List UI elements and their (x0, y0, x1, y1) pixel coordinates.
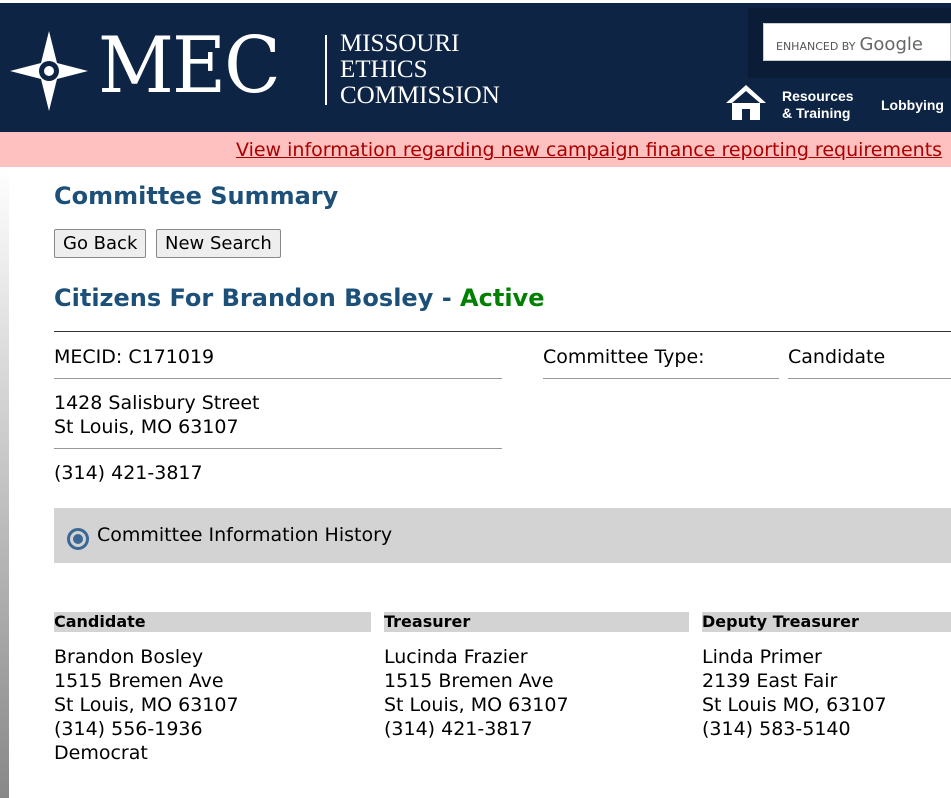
party: Democrat (54, 742, 148, 764)
logo-line: MISSOURI (340, 30, 460, 57)
street: 2139 East Fair (702, 670, 838, 692)
divider (54, 378, 502, 379)
divider (54, 448, 502, 449)
street: 1515 Bremen Ave (384, 670, 554, 692)
candidate-info (54, 645, 239, 765)
divider (788, 378, 951, 379)
city: St Louis, MO 63107 (384, 694, 569, 716)
page-title: Committee Summary (54, 182, 339, 210)
address-line-1: 1428 Salisbury Street (54, 392, 260, 414)
nav-lobbying[interactable]: Lobbying (881, 97, 944, 113)
address-line-2: St Louis, MO 63107 (54, 416, 239, 438)
logo-divider (325, 35, 327, 105)
name: Brandon Bosley (54, 646, 204, 668)
mecid: MECID: C171019 (54, 346, 215, 368)
window-edge (0, 167, 9, 798)
committee-name: Citizens For Brandon Bosley (54, 284, 434, 312)
phone: (314) 421-3817 (384, 718, 533, 740)
logo-line: COMMISSION (340, 82, 500, 109)
home-icon[interactable] (724, 83, 768, 121)
nav-resources-training[interactable] (782, 88, 854, 122)
site-header (0, 0, 951, 132)
street: 1515 Bremen Ave (54, 670, 224, 692)
compass-star-icon (10, 31, 88, 111)
separator: - (441, 284, 452, 312)
logo-mec[interactable]: MEC (98, 21, 279, 111)
logo-line: ETHICS (340, 56, 428, 83)
search-input[interactable] (763, 23, 951, 61)
go-back-button[interactable]: Go Back (54, 229, 146, 258)
expand-circle-icon (67, 528, 89, 550)
treasurer-header: Treasurer (384, 612, 689, 632)
google-brand: Google (859, 34, 923, 55)
notice-banner (0, 132, 951, 167)
nav-label: Resources (782, 88, 854, 104)
deputy-treasurer-info (702, 645, 887, 741)
logo-text (340, 31, 500, 109)
city: St Louis, MO 63107 (54, 694, 239, 716)
treasurer-info (384, 645, 569, 741)
deputy-treasurer-header: Deputy Treasurer (702, 612, 951, 632)
status-badge: Active (460, 284, 545, 312)
committee-history-toggle[interactable] (54, 508, 951, 563)
phone: (314) 421-3817 (54, 462, 203, 484)
name: Lucinda Frazier (384, 646, 528, 668)
phone: (314) 583-5140 (702, 718, 851, 740)
name: Linda Primer (702, 646, 822, 668)
history-label: Committee Information History (97, 524, 393, 546)
search-placeholder: ENHANCED BY (776, 40, 856, 53)
candidate-header: Candidate (54, 612, 371, 632)
divider (54, 331, 951, 332)
phone: (314) 556-1936 (54, 718, 203, 740)
new-search-button[interactable]: New Search (156, 229, 281, 258)
committee-type-value: Candidate (788, 346, 886, 368)
campaign-finance-link[interactable]: View information regarding new campaign finance reporting requirements (236, 139, 943, 161)
city: St Louis MO, 63107 (702, 694, 887, 716)
committee-type-label: Committee Type: (543, 346, 705, 368)
divider (543, 378, 779, 379)
committee-heading (54, 284, 544, 312)
nav-label: & Training (782, 105, 851, 121)
